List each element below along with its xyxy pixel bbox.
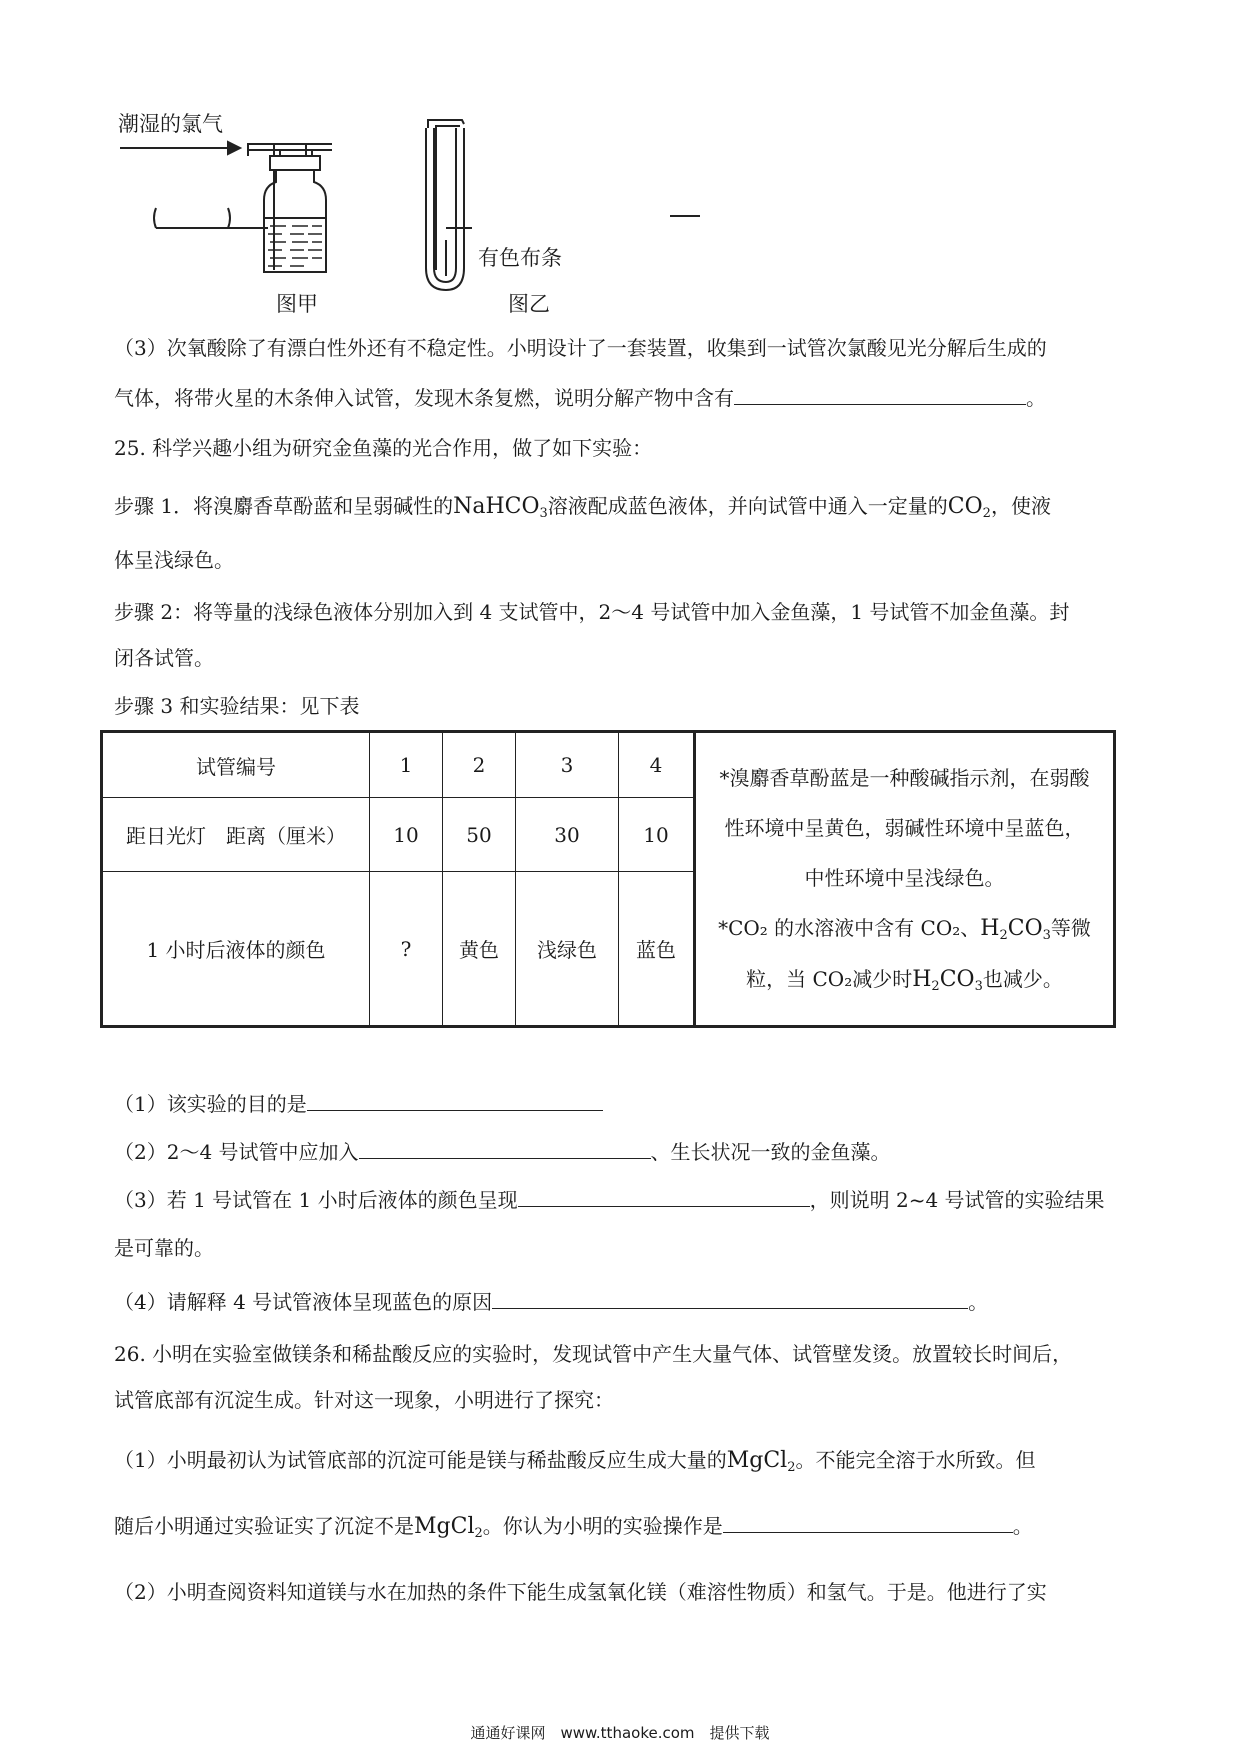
page-footer: 通通好课网 www.tthaoke.com 提供下载 (470, 1724, 770, 1742)
co2-main: CO (947, 494, 983, 519)
h2co3-co: CO (1007, 916, 1043, 941)
mgcl2-formula (414, 1514, 483, 1539)
distance-value: 50 (443, 798, 516, 872)
q25-q2 (114, 1138, 891, 1166)
note-text: *CO₂ 的水溶液中含有 CO₂、 (718, 916, 981, 940)
answer-blank[interactable] (492, 1288, 968, 1309)
mgcl2-main: MgCl (726, 1448, 788, 1473)
co2-sub: 2 (982, 506, 991, 521)
q24-part3-line2 (114, 384, 1046, 412)
q4-text-end: 。 (968, 1290, 989, 1314)
q24-part3-text: 气体，将带火星的木条伸入试管，发现木条复燃，说明分解产物中含有 (114, 386, 734, 410)
experiment-table (100, 730, 1116, 1028)
tube-number: 3 (516, 732, 619, 798)
co2-formula (948, 494, 991, 519)
figure-b-caption: 图乙 (508, 292, 550, 316)
note-text: 也减少。 (982, 967, 1063, 991)
header-label: 试管编号 (102, 732, 370, 798)
note-text: 等微 (1050, 916, 1091, 940)
p1-text-b: 。不能完全溶于水所致。但 (795, 1448, 1036, 1472)
q26-part2-line1: （2）小明查阅资料知道镁与水在加热的条件下能生成氢氧化镁（难溶性物质）和氢气。于是。他进行了实 (114, 1580, 1047, 1604)
mgcl2-formula (727, 1448, 796, 1473)
tube-number: 4 (619, 732, 695, 798)
color-label: 1 小时后液体的颜色 (102, 872, 370, 1027)
q25-q3-line1 (114, 1186, 1105, 1214)
q3-text-end: ，则说明 2~4 号试管的实验结果 (809, 1188, 1105, 1212)
step1-text-a: 步骤 1．将溴麝香草酚蓝和呈弱碱性的 (114, 494, 454, 518)
q25-q4 (114, 1288, 988, 1316)
q26-part1-line1 (114, 1446, 1036, 1475)
p1-text: （1）小明最初认为试管底部的沉淀可能是镁与稀盐酸反应生成大量的 (114, 1448, 727, 1472)
q26-part1-line2 (114, 1512, 1033, 1541)
h2co3-formula: $H_2CO_3$ (912, 967, 983, 994)
color-value: 蓝色 (619, 872, 695, 1027)
nahco3-main: NaHCO (453, 494, 540, 519)
note-line: 中性环境中呈浅绿色。 (804, 866, 1005, 890)
q25-step2-line2: 闭各试管。 (114, 646, 214, 670)
gas-label: 潮湿的氯气 (118, 112, 223, 136)
q25-step1-line1 (114, 492, 1051, 521)
nahco3-sub: 3 (539, 506, 548, 521)
distance-value: 30 (516, 798, 619, 872)
p1-line2-end: 。 (1012, 1514, 1033, 1538)
q25-title: 25. 科学兴趣小组为研究金鱼藻的光合作用，做了如下实验： (114, 436, 653, 460)
mgcl2-sub: 2 (474, 1526, 483, 1541)
apparatus-drawing (100, 100, 740, 320)
figure-a-caption: 图甲 (276, 292, 318, 316)
colored-strip-label: 有色布条 (478, 246, 562, 270)
table-row (102, 732, 1115, 798)
step1-text-b: 溶液配成蓝色液体，并向试管中通入一定量的 (547, 494, 948, 518)
nahco3-formula (453, 494, 548, 519)
q25-step2-line1: 步骤 2：将等量的浅绿色液体分别加入到 4 支试管中，2～4 号试管中加入金鱼藻，1 号试管不加金鱼藻。封 (114, 600, 1070, 624)
tube-number: 2 (443, 732, 516, 798)
note-line: *溴麝香草酚蓝是一种酸碱指示剂，在弱酸 (719, 766, 1090, 790)
q25-q1 (114, 1090, 603, 1118)
distance-value: 10 (370, 798, 443, 872)
q4-text: （4）请解释 4 号试管液体呈现蓝色的原因 (114, 1290, 493, 1314)
q26-line2: 试管底部有沉淀生成。针对这一现象，小明进行了探究： (114, 1388, 614, 1412)
q25-step1-line2: 体呈浅绿色。 (114, 548, 234, 572)
color-value: 浅绿色 (516, 872, 619, 1027)
answer-blank[interactable] (734, 384, 1026, 405)
p1-line2-text: 随后小明通过实验证实了沉淀不是 (114, 1514, 414, 1538)
q2-text-end: 、生长状况一致的金鱼藻。 (650, 1140, 891, 1164)
q24-part3-line1: （3）次氧酸除了有漂白性外还有不稳定性。小明设计了一套装置，收集到一试管次氯酸见光分解后生成的 (114, 336, 1047, 360)
distance-label: 距日光灯 距离（厘米） (102, 798, 370, 872)
answer-blank[interactable] (518, 1186, 810, 1207)
tube-number: 1 (370, 732, 443, 798)
h2co3-formula: $H_2CO_3$ (980, 916, 1051, 943)
color-value: 黄色 (443, 872, 516, 1027)
note-line: 性环境中呈黄色，弱碱性环境中呈蓝色， (724, 816, 1085, 840)
q24-part3-end: 。 (1026, 386, 1046, 410)
q26-line1: 26. 小明在实验室做镁条和稀盐酸反应的实验时，发现试管中产生大量气体、试管壁发烫。放置较长时间后， (114, 1342, 1073, 1366)
p1-line2-text-b: 。你认为小明的实验操作是 (482, 1514, 723, 1538)
note-line (696, 954, 1113, 1005)
q1-text: （1）该实验的目的是 (114, 1092, 307, 1116)
color-value: ? (370, 872, 443, 1027)
distance-value: 10 (619, 798, 695, 872)
answer-blank[interactable] (307, 1090, 603, 1111)
step1-text-c: ，使液 (990, 494, 1051, 518)
answer-blank[interactable] (359, 1138, 651, 1159)
q2-text: （2）2～4 号试管中应加入 (114, 1140, 359, 1164)
mgcl2-sub: 2 (787, 1460, 796, 1475)
mgcl2-main: MgCl (414, 1514, 475, 1539)
answer-blank[interactable] (723, 1512, 1013, 1533)
table-note (695, 732, 1115, 1027)
h2co3-h: H (980, 916, 1000, 941)
note-line (696, 903, 1113, 954)
q25-q3-line2: 是可靠的。 (114, 1236, 214, 1260)
q25-step3: 步骤 3 和实验结果：见下表 (114, 694, 360, 718)
note-text: 粒，当 CO₂减少时 (746, 967, 913, 991)
q3-text: （3）若 1 号试管在 1 小时后液体的颜色呈现 (114, 1188, 518, 1212)
